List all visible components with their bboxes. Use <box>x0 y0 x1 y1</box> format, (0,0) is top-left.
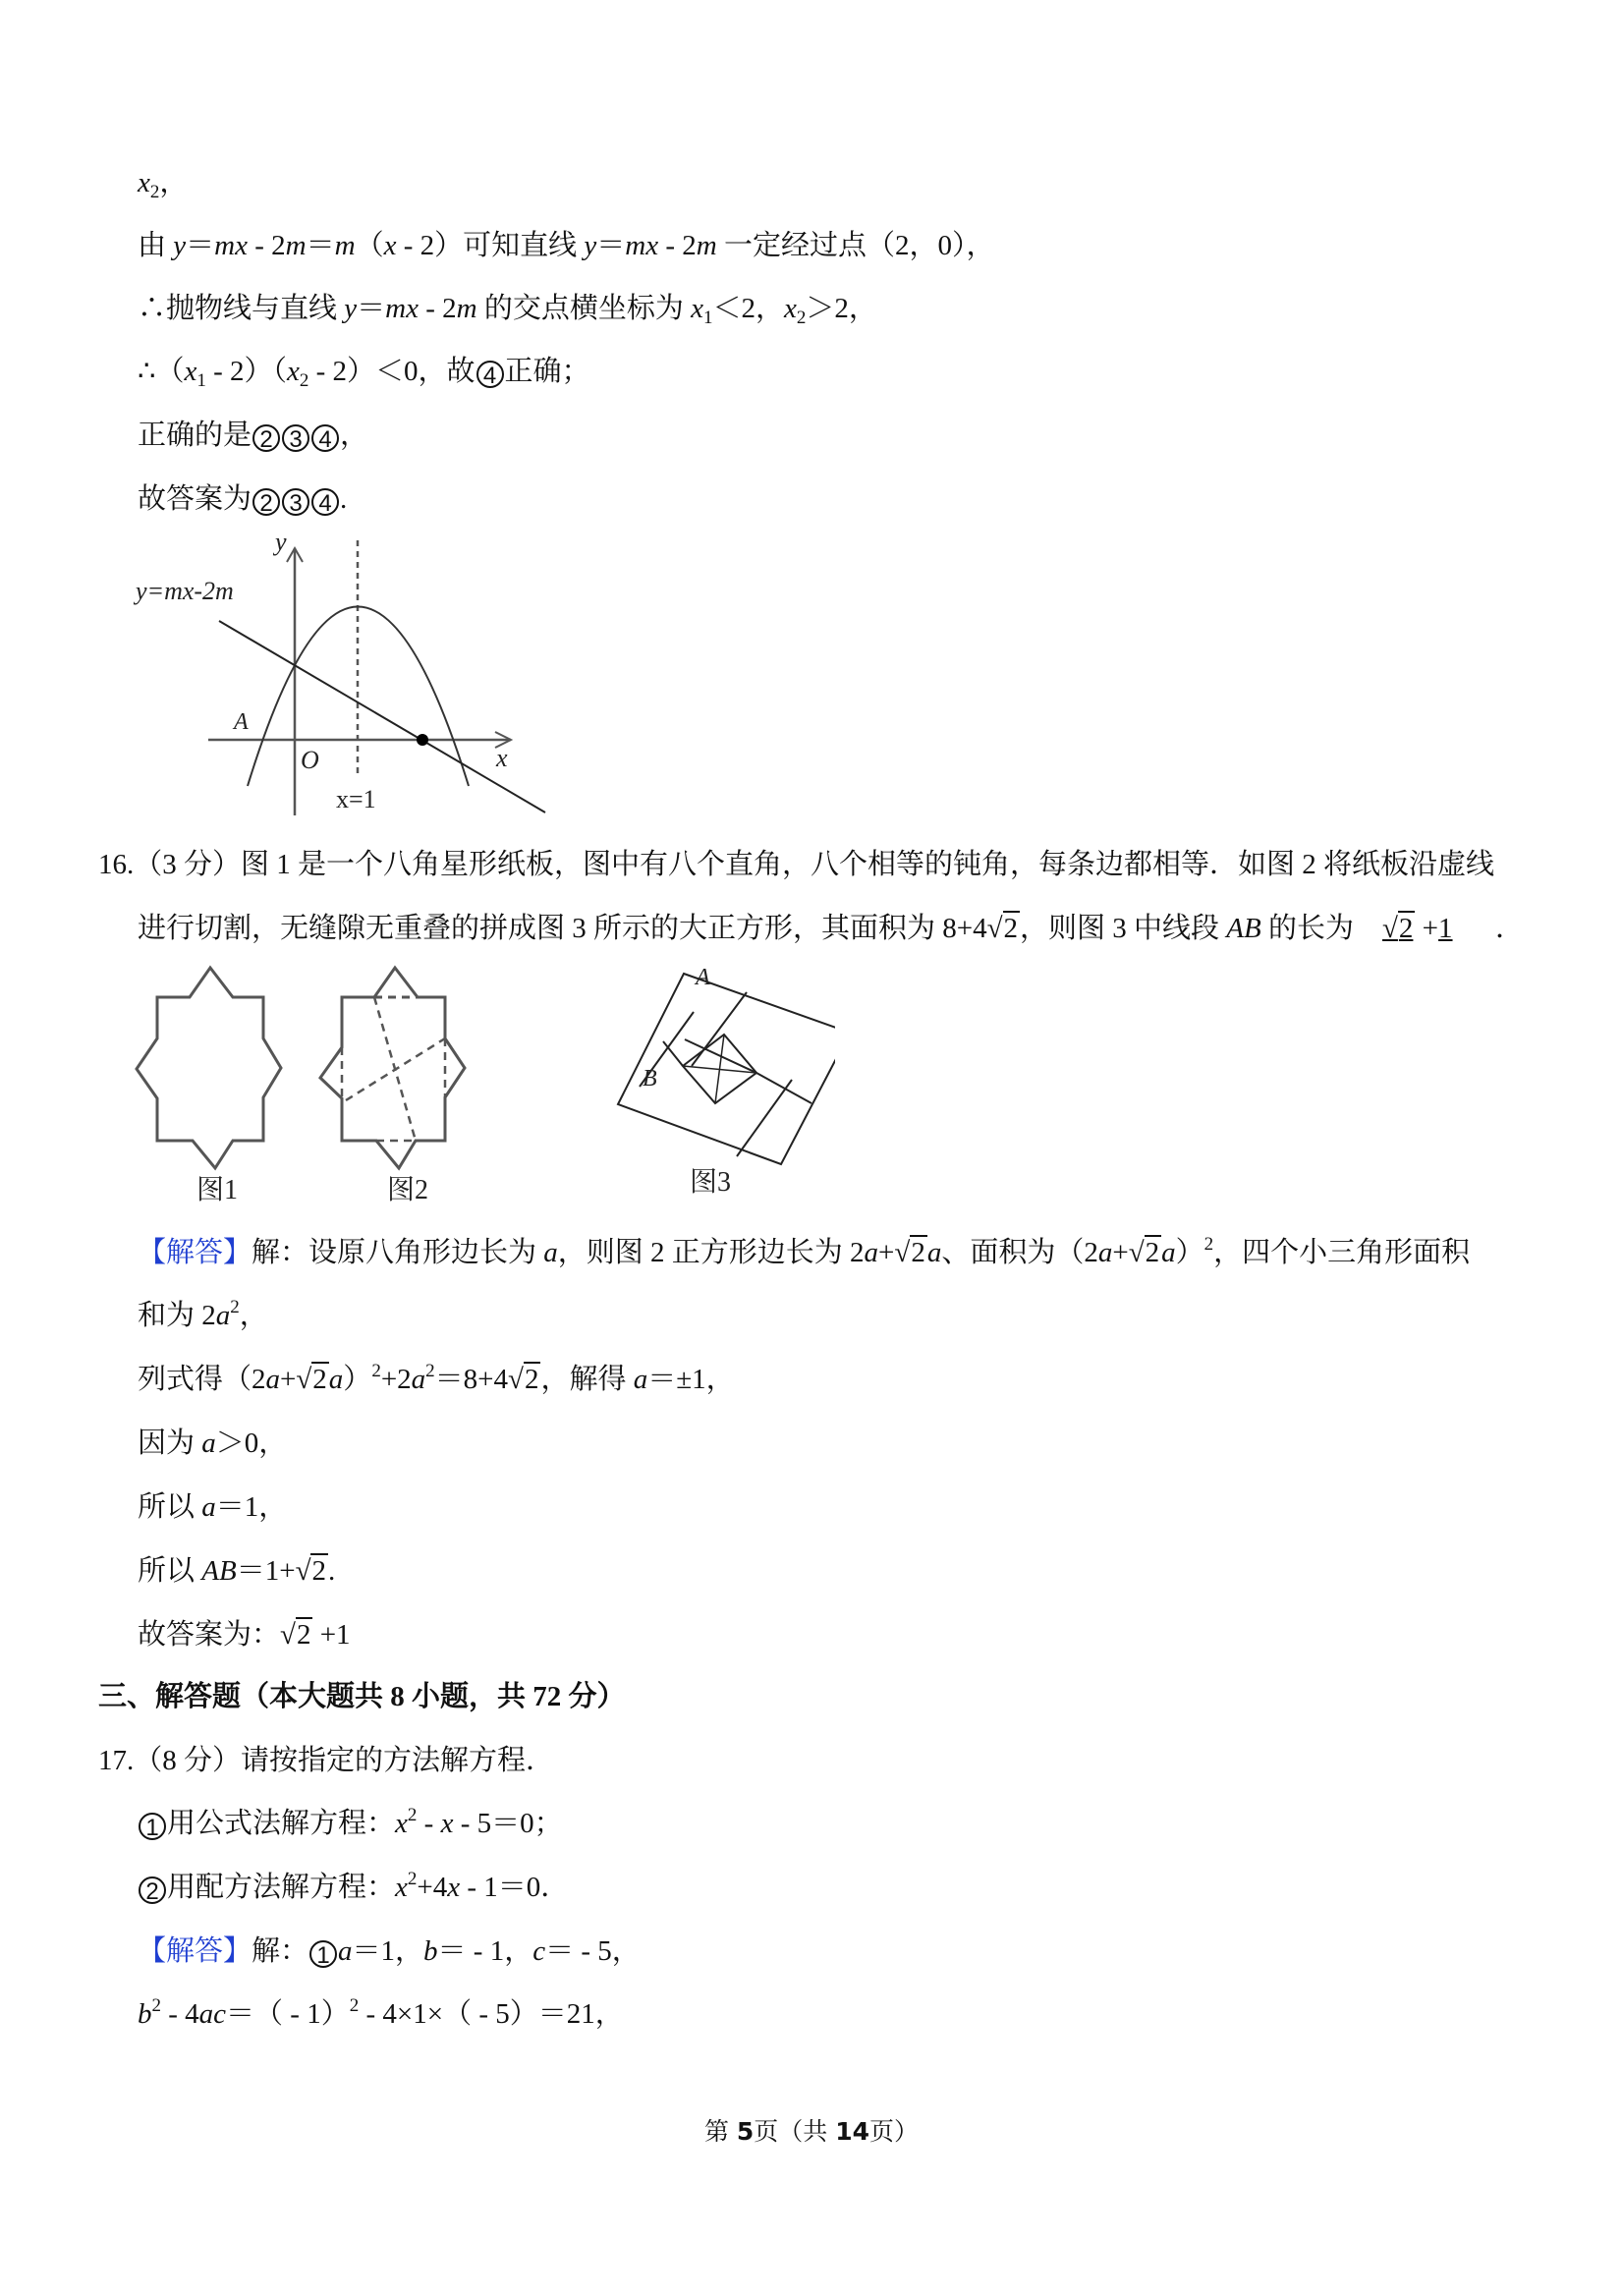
text: ， <box>239 1300 268 1331</box>
text: ，四个小三角形面积 <box>1213 1237 1471 1268</box>
circled-number: 2 <box>252 488 280 516</box>
parabola-line-graph <box>118 521 570 835</box>
x-axis-label: x <box>496 744 508 772</box>
text: 、面积为（2 <box>941 1237 1098 1268</box>
text: 所以 <box>138 1491 202 1523</box>
var: y <box>584 230 597 261</box>
subscript: 2 <box>796 308 807 328</box>
var: mx <box>385 293 419 324</box>
var: c <box>532 1935 546 1967</box>
text: + <box>1415 913 1439 944</box>
circled-number: 4 <box>311 424 339 452</box>
circled-number: 1 <box>309 1940 337 1968</box>
text: 故答案为 <box>138 483 252 515</box>
q15-line-answer <box>138 481 347 517</box>
text: 一定经过点（2，0）， <box>716 230 995 261</box>
text: 的交点横坐标为 <box>476 293 692 324</box>
subscript: 1 <box>196 370 206 391</box>
figure-3-label: 图3 <box>690 1167 732 1198</box>
figure-2-octagram-dashed <box>320 968 465 1168</box>
text: - 2 <box>418 293 457 324</box>
subscript: 2 <box>149 182 160 202</box>
page-total: 14 <box>835 2117 870 2146</box>
superscript: 2 <box>349 1995 360 2016</box>
figure-1-label: 图1 <box>196 1175 239 1205</box>
text: 三、解答题（本大题共 8 小题，共 72 分） <box>98 1681 626 1712</box>
var: x <box>383 230 397 261</box>
text: ． <box>1495 913 1525 944</box>
text: - 5＝0； <box>453 1808 563 1839</box>
text: 进行切割，无缝隙无重叠的拼成图 3 所示的大正方形，其面积为 8+4 <box>138 913 987 944</box>
text: 页（共 <box>754 2117 836 2146</box>
text: ＝1， <box>352 1935 424 1967</box>
circled-number: 3 <box>282 424 309 452</box>
text: 所以 <box>138 1555 202 1587</box>
text: 因为 <box>138 1428 202 1459</box>
var: a <box>864 1237 879 1268</box>
var: ac <box>198 1998 227 2030</box>
text: ） <box>343 1364 372 1395</box>
text: 用公式法解方程： <box>167 1808 396 1839</box>
circled-number: 2 <box>139 1876 166 1904</box>
sqrt: √2 <box>280 1619 311 1651</box>
q17-item-2 <box>138 1870 569 1905</box>
text: ＝8+4 <box>434 1364 509 1395</box>
sqrt: √2 <box>295 1555 326 1587</box>
text: 正确的是 <box>138 420 252 451</box>
text: 列式得（2 <box>138 1364 266 1395</box>
point-b-label: B <box>643 1066 657 1092</box>
text: ，解得 <box>540 1364 634 1395</box>
point-a-label: A <box>234 709 249 735</box>
q16-solution-line3 <box>138 1362 735 1397</box>
superscript: 2 <box>407 1805 418 1825</box>
radicand: 2 <box>311 1555 326 1587</box>
figure-1-octagram <box>137 968 281 1168</box>
var: a <box>1097 1237 1113 1268</box>
text: 和为 2 <box>138 1300 216 1331</box>
text: 第 <box>703 2117 737 2146</box>
y-axis-label: y <box>275 528 287 556</box>
text: - 1＝0． <box>460 1872 570 1903</box>
text: ＝ <box>596 230 626 261</box>
text: - 2 <box>247 230 286 261</box>
text: 17.（8 分）请按指定的方法解方程． <box>98 1745 555 1776</box>
text: +1 <box>312 1619 351 1651</box>
text: - 2）可知直线 <box>396 230 585 261</box>
var: y <box>173 230 187 261</box>
text: ∴（ <box>138 356 185 387</box>
var: a <box>926 1237 942 1268</box>
page-footer <box>0 2112 1623 2148</box>
text: ， <box>159 167 189 198</box>
var: AB <box>201 1555 237 1587</box>
var: x <box>691 293 703 324</box>
text: ＝ - 1， <box>437 1935 533 1967</box>
radicand: 2 <box>296 1619 311 1651</box>
var: a <box>265 1364 281 1395</box>
var: x <box>287 356 300 387</box>
superscript: 2 <box>1203 1234 1214 1255</box>
text: - 4 <box>161 1998 199 2030</box>
text: 页） <box>869 2117 920 2146</box>
q16-solution-line6 <box>138 1553 335 1589</box>
radicand: 2 <box>1003 913 1019 944</box>
line-y-mx-2m <box>219 621 545 812</box>
q16-solution-line5 <box>138 1489 287 1525</box>
var: x <box>784 293 797 324</box>
figure-2-label: 图2 <box>387 1175 429 1205</box>
text: - 2）＜0，故 <box>308 356 476 387</box>
q17-solution-discriminant <box>138 1996 624 2032</box>
superscript: 2 <box>425 1361 435 1381</box>
text: ＝ <box>186 230 215 261</box>
text: ＞0， <box>215 1428 288 1459</box>
text: ＝ <box>357 293 386 324</box>
line-label: y=mx-2m <box>136 577 234 605</box>
text: ＝ - 5， <box>545 1935 641 1967</box>
var: b <box>423 1935 438 1967</box>
blank <box>1354 913 1382 944</box>
radicand: 2 <box>1398 913 1414 944</box>
text: - <box>417 1808 441 1839</box>
text: ＝±1， <box>647 1364 735 1395</box>
q17-item-1 <box>138 1806 563 1841</box>
radicand: 2 <box>524 1364 539 1395</box>
text: ＝1+ <box>236 1555 296 1587</box>
text: ＞2， <box>806 293 877 324</box>
var: m <box>285 230 307 261</box>
text: ∴抛物线与直线 <box>138 293 345 324</box>
section-3-title <box>98 1679 626 1714</box>
var: x <box>184 356 197 387</box>
text: ， <box>340 420 369 451</box>
var: a <box>411 1364 426 1395</box>
text: +4 <box>417 1872 448 1903</box>
text: - 2 <box>658 230 697 261</box>
origin-label: O <box>301 746 319 774</box>
text: 解：设原八角形边长为 <box>252 1237 544 1268</box>
var: y <box>344 293 358 324</box>
var: x <box>447 1872 461 1903</box>
circled-number: 1 <box>139 1813 166 1840</box>
text: +2 <box>380 1364 412 1395</box>
text: 正确； <box>504 356 590 387</box>
text: 由 <box>138 230 174 261</box>
text: + <box>878 1237 895 1268</box>
text: ） <box>1175 1237 1204 1268</box>
q15-line-correct-items <box>138 418 368 453</box>
text: . <box>327 1555 336 1587</box>
text: + <box>280 1364 297 1395</box>
sqrt: √2 <box>1128 1237 1160 1268</box>
symmetry-label: x=1 <box>336 785 376 813</box>
superscript: 2 <box>371 1361 381 1381</box>
radicand: 2 <box>911 1237 925 1268</box>
q16-solution-line7 <box>138 1617 351 1652</box>
q16-solution-line1 <box>138 1235 1470 1270</box>
var: a <box>633 1364 648 1395</box>
var: a <box>215 1300 231 1331</box>
q16-stem-line2 <box>138 911 1524 946</box>
radicand: 2 <box>1145 1237 1160 1268</box>
q16-solution-line4 <box>138 1426 287 1461</box>
var: m <box>456 293 477 324</box>
var: x <box>440 1808 454 1839</box>
text: 解： <box>252 1935 309 1967</box>
var: b <box>138 1998 152 2030</box>
q15-line-product-negative <box>138 354 590 389</box>
text: ，则图 3 中线段 <box>1020 913 1227 944</box>
text: . <box>340 483 348 515</box>
var: x <box>395 1808 408 1839</box>
sqrt: √2 <box>986 913 1019 944</box>
text: - 4×1×（ - 5）＝21， <box>359 1998 624 2030</box>
var: AB <box>1226 913 1261 944</box>
solution-tag: 【解答】 <box>138 1935 252 1967</box>
var: mx <box>214 230 248 261</box>
var: a <box>543 1237 558 1268</box>
text: - 2）（ <box>205 356 287 387</box>
q17-solution-line1 <box>138 1933 641 1969</box>
subscript: 1 <box>703 308 713 328</box>
var: m <box>696 230 717 261</box>
circled-number: 4 <box>311 488 339 516</box>
var: a <box>338 1935 353 1967</box>
answer-one: 1 <box>1438 913 1453 944</box>
point-a-label: A <box>696 965 710 990</box>
text: 用配方法解方程： <box>167 1872 396 1903</box>
superscript: 2 <box>230 1297 240 1317</box>
sqrt: √2 <box>894 1237 925 1268</box>
var: x <box>395 1872 408 1903</box>
text: ＝1， <box>215 1491 288 1523</box>
var: mx <box>625 230 659 261</box>
subscript: 2 <box>299 370 309 391</box>
text: ，则图 2 正方形边长为 2 <box>557 1237 865 1268</box>
q16-solution-line2 <box>138 1298 268 1333</box>
answer-sqrt: √2 <box>1382 913 1414 944</box>
circled-number: 2 <box>252 424 280 452</box>
var: a <box>1161 1237 1176 1268</box>
octagram-figures <box>128 963 835 1218</box>
radicand: 2 <box>312 1364 327 1395</box>
text: 的长为 <box>1260 913 1354 944</box>
q17-stem <box>98 1743 554 1778</box>
sqrt: √2 <box>296 1364 327 1395</box>
point-2-0 <box>417 734 428 746</box>
text: ＜2， <box>712 293 785 324</box>
q15-line-x2 <box>138 165 188 200</box>
superscript: 2 <box>151 1995 161 2016</box>
circled-number: 3 <box>282 488 309 516</box>
text: （ <box>355 230 384 261</box>
text: ＝（ - 1） <box>226 1998 350 2030</box>
q16-stem-line1 <box>98 847 1494 882</box>
var: m <box>334 230 356 261</box>
solution-tag: 【解答】 <box>138 1237 252 1268</box>
superscript: 2 <box>407 1869 418 1889</box>
text: 故答案为： <box>138 1619 281 1651</box>
q15-line-intersections <box>138 291 877 326</box>
sqrt: √2 <box>508 1364 539 1395</box>
blank <box>1453 913 1496 944</box>
text: + <box>1112 1237 1129 1268</box>
text: 16.（3 分）图 1 是一个八角星形纸板，图中有八个直角，八个相等的钝角，每条边都相等．如图 2 将纸板沿虚线 <box>98 849 1495 880</box>
var-x: x <box>138 167 150 198</box>
text: ＝ <box>306 230 335 261</box>
page-number: 5 <box>736 2117 755 2146</box>
var: a <box>201 1428 216 1459</box>
var: a <box>201 1491 216 1523</box>
q15-line-line-through-point <box>138 228 995 263</box>
circled-number: 4 <box>476 361 504 388</box>
var: a <box>328 1364 344 1395</box>
